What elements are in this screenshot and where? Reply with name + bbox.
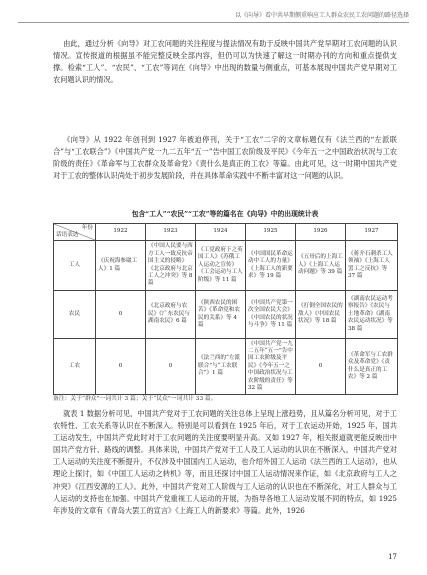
table-row-peasants xyxy=(54,291,398,339)
table-cell: 《蒋介石刺杀工人领袖》《上海工人罢工之反抗》等 37 篇 xyxy=(346,241,398,291)
table-title: 包含“工人”“农民”“工农”等的篇名在《向导》中的出现统计表 xyxy=(131,210,319,218)
running-title: 以《向导》看中共早期侧重响应工人群众农民工农问题的路径选择 xyxy=(234,12,409,19)
page-number: 17 xyxy=(388,553,397,561)
table-cell: 《北京政府与农民》《广东农民与湖南农民》6 篇 xyxy=(146,291,196,339)
running-header xyxy=(18,10,409,23)
year-header: 1926 xyxy=(296,224,346,241)
table-cell: 0 xyxy=(296,339,346,395)
table-cell: 《中国国民革命运动中工人的力量》《上海工人的新要求》等 19 篇 xyxy=(246,241,296,291)
body-paragraph-3: 就表 1 数据分析可见，中国共产党对于工农问题的关注总体上呈现上涨趋势，且从篇名分析可见，对于工农特性、工农关系等认识在不断深入。特别是可以看到在 1925 年后，对于工农运动开始，1925 年，国共工运动发生，中国共产党此时对于工农问题的关注度要明显升高。又如 1927 年，相关报道就更能反映出中国共产党方针、路线的调整。具体来说，中国共产党对于工人及工人运动的认识在不断深入，中国共产党对工人运动的关注度不断提升，不仅涉及中国国内工人运动，也介绍外国工人运动《法兰西的工人运动》，也从理论上探讨，如《中国工人运动之转机》等，而且还探讨中国工人运动情况来作证，如《北京政府与工人之冲突》《江西安源的工人》。此外，中国共产党对工人阶级与工人运动的认识也在不断深化，对工人群众与工人运动的支持也在加强。中国共产党重视工人运动的开展，为指导各地工人运动发展不同的特点，如 1925 年涉及的文章有《青岛大罢工的宣言》《上海工人的新要求》等篇。此外，1926 xyxy=(53,409,397,515)
row-category: 农民 xyxy=(54,291,96,339)
table-header-row xyxy=(54,224,398,241)
year-header: 1922 xyxy=(96,224,146,241)
table-cell: 《湖南农民运动考察报告》《农民与土地革命》《湖南农民运动状况》等 38 篇 xyxy=(346,291,398,339)
table-note: 备注：关于“群众”一词共计 3 篇；关于“民众”一词共计 33 篇。 xyxy=(53,396,217,402)
table-cell: 0 xyxy=(146,339,196,395)
table-cell: 《中国人民要与西方工人一致反抗帝国主义的侵略》《北京政府与北京工人之冲突》等 8 篇 xyxy=(146,241,196,291)
table-cell: 《陕西农民的困苦》《革命党和农民的关系》等 4 篇 xyxy=(196,291,246,339)
table-cell: 0 xyxy=(96,291,146,339)
table-row-workers-peasants xyxy=(54,339,398,395)
row-category: 工人 xyxy=(54,241,96,291)
statistics-table xyxy=(53,223,398,395)
table-cell: 《五卅后的上海工人》《上海工人运动问题》等 39 篇 xyxy=(296,241,346,291)
table-corner-cell xyxy=(54,224,96,241)
table-row-workers xyxy=(54,241,398,291)
table-cell: 《工党政府下之英国工人》《苏俄工人运动之宣传》《工会运动与工人阶级》等 11 篇 xyxy=(196,241,246,291)
table-cell: 《打倒全国农民的敌人》《中国农民状况》等 18 篇 xyxy=(296,291,346,339)
table-cell: 《庆祝海参崴工人》1 篇 xyxy=(96,241,146,291)
corner-category-label: 话语表达 xyxy=(56,231,79,238)
body-paragraph-2: 《向导》从 1922 年创刊到 1927 年被迫停刊，关于“工农”二字的文章标题仅有《法兰西的“左派联合”与“工农联合”》《中国共产党一九二五年“五一”告中国工农阶级及平民》《今年五一之中国政治状况与工农阶级的责任》《革命军与工农群众及革命党》《责什么是真正的工农》等篇。由此可见，这一时期中国共产党对于工农的整体认识尚处于初步发展阶段，并在具体革命实践中不断丰富对这一问题的认识。 xyxy=(53,135,397,181)
year-header: 1923 xyxy=(146,224,196,241)
table-cell: 《革命军与工农群众及革命党》《责什么是真正的工农》等 2 篇 xyxy=(346,339,398,395)
year-header: 1927 xyxy=(346,224,398,241)
table-cell: 《法兰西的“左派联合”与“工农联合”》1 篇 xyxy=(196,339,246,395)
year-header: 1925 xyxy=(246,224,296,241)
row-category: 工农 xyxy=(54,339,96,395)
table-cell: 《中国共产党第一次全国农民大会》《中国农民的状况与斗争》等 11 篇 xyxy=(246,291,296,339)
year-header: 1924 xyxy=(196,224,246,241)
table-cell: 《中国共产党一九二五年“五一”告中国工农阶级及平民》《今年五一之中国政治状况与工农阶级的责任》等 32 篇 xyxy=(246,339,296,395)
corner-year-label: 年份 xyxy=(81,225,93,231)
body-paragraph-1: 由此，通过分析《向导》对工农问题的关注程度与提法情况有助于反映中国共产党早期对工农问题的认识情况。宣传报道的根据虽不能完整反映全部内容，但仍可以为快速了解这一时期办刊的方向和重点提供支撑。检索“工人”、“农民”、“工农”等词在《向导》中出现的数量与侧重点，可基本展现中国共产党早期对工农问题认识的情况。 xyxy=(53,39,397,85)
table-cell: 0 xyxy=(96,339,146,395)
